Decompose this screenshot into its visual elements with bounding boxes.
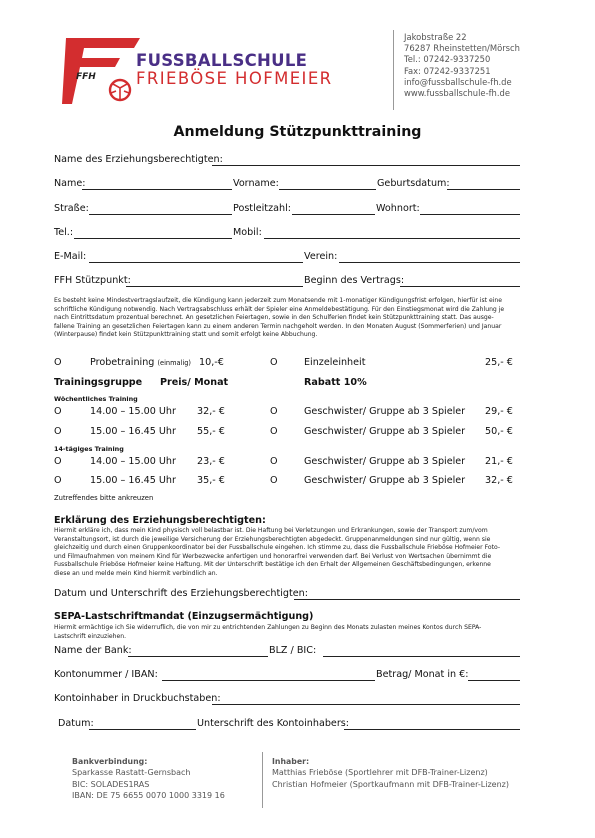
logo-mark-text: FFH bbox=[76, 72, 96, 82]
label-email: E-Mail: bbox=[54, 251, 87, 262]
owner-line: Matthias Frieböse (Sportlehrer mit DFB-Trainer-Lizenz) bbox=[272, 768, 488, 778]
label-club: Verein: bbox=[304, 251, 338, 262]
time-biweekly-2: 15.00 – 16.45 Uhr bbox=[90, 475, 176, 486]
owner-line: Christian Hofmeier (Sportkaufmann mit DFB-Trainer-Lizenz) bbox=[272, 779, 509, 789]
sepa-line: Lastschrift einzuziehen. bbox=[54, 632, 127, 640]
field-phone[interactable] bbox=[74, 238, 232, 239]
logo-line1: FUSSBALLSCHULE bbox=[136, 51, 308, 70]
sepa-heading: SEPA-Lastschriftmandat (Einzugsermächtigung) bbox=[54, 611, 314, 622]
biweekly-label: 14-tägiges Training bbox=[54, 445, 124, 453]
owner-heading: Inhaber: bbox=[272, 757, 310, 766]
label-street: Straße: bbox=[54, 203, 89, 214]
sibling-price-weekly-2: 50,- € bbox=[485, 426, 513, 437]
declaration-text bbox=[54, 527, 534, 579]
terms-text bbox=[54, 297, 534, 340]
address-city: 76287 Rheinstetten/Mörsch bbox=[404, 43, 520, 54]
checkbox-weekly-2[interactable]: O bbox=[54, 426, 62, 437]
field-start[interactable] bbox=[400, 286, 520, 287]
checkbox-biweekly-sibling-1[interactable]: O bbox=[270, 456, 278, 467]
price-header: Preis/ Monat bbox=[160, 377, 229, 388]
checkbox-weekly-sibling-2[interactable]: O bbox=[270, 426, 278, 437]
address-website: www.fussballschule-fh.de bbox=[404, 88, 510, 99]
time-weekly-1: 14.00 – 15.00 Uhr bbox=[90, 406, 176, 417]
address-email: info@fussballschule-fh.de bbox=[404, 76, 512, 87]
label-phone: Tel.: bbox=[54, 227, 74, 238]
label-mobile: Mobil: bbox=[233, 227, 262, 238]
sibling-price-biweekly-2: 32,- € bbox=[485, 475, 513, 486]
label-vorname: Vorname: bbox=[233, 178, 279, 189]
label-bank: Name der Bank: bbox=[54, 645, 132, 656]
label-zip: Postleitzahl: bbox=[233, 203, 291, 214]
sibling-price-biweekly-1: 21,- € bbox=[485, 456, 513, 467]
terms-line: nach Eintrittsdatum prozentual berechnet. An gesetzlichen Feiertagen, sowie in den Schulferien findet kein Stützpunkttraining statt. Das ausge- bbox=[54, 314, 494, 322]
sibling-price-weekly-1: 29,- € bbox=[485, 406, 513, 417]
address-street: Jakobstraße 22 bbox=[404, 32, 467, 42]
price-weekly-2: 55,- € bbox=[197, 426, 225, 437]
single-label: Einzeleinheit bbox=[304, 357, 366, 368]
declaration-line: Veranstaltungsort, ist durch die jeweilige Versicherung der Erziehungsberechtigten abgedeckt. Gruppenanmeldungen sind nur gültig, wenn sie bbox=[54, 535, 491, 543]
trial-label bbox=[90, 357, 191, 369]
field-zip[interactable] bbox=[292, 214, 375, 215]
label-holder-signature: Unterschrift des Kontoinhabers: bbox=[197, 718, 350, 729]
trial-label-text: Probetraining bbox=[90, 357, 155, 368]
terms-line: fallene Training an gesetzlichen Feiertagen kann zu einem anderen Termin nachgeholt werden. In den Monaten August (Sommerferien) und Januar bbox=[54, 322, 502, 330]
checkbox-biweekly-2[interactable]: O bbox=[54, 475, 62, 486]
label-guardian: Name des Erziehungsberechtigten: bbox=[54, 154, 223, 165]
field-base[interactable] bbox=[126, 286, 303, 287]
terms-line: (Winterpause) findet kein Stützpunkttraining statt und somit erfolgt keine Abbuchung. bbox=[54, 331, 318, 339]
bank-line: IBAN: DE 75 6655 0070 1000 3319 16 bbox=[72, 791, 225, 801]
sepa-line: Hiermit ermächtige ich Sie widerruflich, die von mir zu entrichtenden Zahlungen zu Beginn des Monats zulasten meines Kontos durch SEPA- bbox=[54, 624, 482, 631]
label-birthdate: Geburtsdatum: bbox=[377, 178, 450, 189]
field-city[interactable] bbox=[420, 214, 520, 215]
field-guardian[interactable] bbox=[212, 165, 520, 166]
field-date[interactable] bbox=[89, 729, 196, 730]
sibling-weekly-2: Geschwister/ Gruppe ab 3 Spieler bbox=[304, 426, 466, 437]
checkbox-biweekly-sibling-2[interactable]: O bbox=[270, 475, 278, 486]
field-name[interactable] bbox=[82, 189, 232, 190]
header-divider bbox=[393, 30, 394, 110]
field-account[interactable] bbox=[162, 680, 375, 681]
field-mobile[interactable] bbox=[264, 238, 520, 239]
declaration-line: und Filmaufnahmen von meinem Kind für Werbezwecke anfertigen und honorarfrei verwenden darf. Bei Verlust von Wertsachen übernimmt die bbox=[54, 552, 492, 560]
logo-line2: FRIEBÖSE HOFMEIER bbox=[136, 69, 333, 88]
time-weekly-2: 15.00 – 16.45 Uhr bbox=[90, 426, 176, 437]
terms-line: schriftliche Kündigung notwendig. Nach Vertragsabschluss erhält der Spieler eine Anmeldebestätigung. Für den Einstiegsmonat wird die Zahlung je bbox=[54, 305, 505, 313]
field-holder-signature[interactable] bbox=[344, 729, 520, 730]
label-blz: BLZ / BIC: bbox=[269, 645, 317, 656]
page-title: Anmeldung Stützpunkttraining bbox=[173, 124, 422, 140]
discount-header: Rabatt 10% bbox=[304, 377, 367, 388]
bank-line: Sparkasse Rastatt-Gernsbach bbox=[72, 768, 191, 778]
field-guardian-signature[interactable] bbox=[294, 599, 520, 600]
terms-line: Es besteht keine Mindestvertragslaufzeit, die Kündigung kann jederzeit zum Monatsende mit 1-monatiger Kündigungsfrist erfolgen, hierfür ist eine bbox=[54, 297, 503, 304]
weekly-label: Wöchentliches Training bbox=[54, 395, 138, 403]
label-base: FFH Stützpunkt: bbox=[54, 275, 131, 286]
checkbox-biweekly-1[interactable]: O bbox=[54, 456, 62, 467]
tick-note: Zutreffendes bitte ankreuzen bbox=[54, 494, 154, 502]
declaration-line: gleichzeitig und durch einen Gruppenkoordinator bei der Fussballschule eingehen. Ich stimme zu, dass die Fussballschule Frieböse Hofmeier Foto- bbox=[54, 544, 501, 552]
price-biweekly-2: 35,- € bbox=[197, 475, 225, 486]
label-guardian-signature: Datum und Unterschrift des Erziehungsberechtigten: bbox=[54, 588, 308, 599]
trial-price: 10,-€ bbox=[199, 357, 224, 368]
sibling-biweekly-2: Geschwister/ Gruppe ab 3 Spieler bbox=[304, 475, 466, 486]
field-club[interactable] bbox=[339, 262, 520, 263]
footer-bank bbox=[72, 756, 225, 802]
bank-line: BIC: SOLADES1RAS bbox=[72, 779, 150, 789]
address-phone: Tel.: 07242-9337250 bbox=[404, 54, 491, 65]
address-fax: Fax: 07242-9337251 bbox=[404, 65, 491, 76]
checkbox-single[interactable]: O bbox=[270, 357, 278, 368]
label-date: Datum: bbox=[58, 718, 94, 729]
checkbox-trial[interactable]: O bbox=[54, 357, 62, 368]
field-vorname[interactable] bbox=[279, 189, 376, 190]
group-header: Trainingsgruppe bbox=[54, 377, 143, 388]
field-blz[interactable] bbox=[323, 656, 520, 657]
field-birthdate[interactable] bbox=[447, 189, 520, 190]
label-account: Kontonummer / IBAN: bbox=[54, 669, 158, 680]
label-holder: Kontoinhaber in Druckbuchstaben: bbox=[54, 693, 221, 704]
sibling-biweekly-1: Geschwister/ Gruppe ab 3 Spieler bbox=[304, 456, 466, 467]
footer-divider bbox=[262, 752, 263, 808]
price-weekly-1: 32,- € bbox=[197, 406, 225, 417]
trial-note: (einmalig) bbox=[157, 359, 191, 367]
label-name: Name: bbox=[54, 178, 86, 189]
sepa-text bbox=[54, 624, 534, 641]
footer-owners bbox=[272, 756, 509, 790]
price-biweekly-1: 23,- € bbox=[197, 456, 225, 467]
time-biweekly-1: 14.00 – 15.00 Uhr bbox=[90, 456, 176, 467]
declaration-line: Fussballschule Frieböse Hofmeier keine Haftung. Mit der Unterschrift bestätige ich den Erhalt der Allgemeinen Geschäftsbedingungen, erkenne bbox=[54, 561, 491, 569]
address-block bbox=[404, 32, 520, 99]
logo bbox=[62, 36, 382, 108]
checkbox-weekly-sibling-1[interactable]: O bbox=[270, 406, 278, 417]
sibling-weekly-1: Geschwister/ Gruppe ab 3 Spieler bbox=[304, 406, 466, 417]
single-price: 25,- € bbox=[485, 357, 513, 368]
checkbox-weekly-1[interactable]: O bbox=[54, 406, 62, 417]
field-bank[interactable] bbox=[128, 656, 268, 657]
field-holder[interactable] bbox=[212, 704, 520, 705]
declaration-line: Hiermit erkläre ich, dass mein Kind physisch voll belastbar ist. Die Haftung bei Verletzungen und Erkrankungen, sowie der Transport zum/vom bbox=[54, 527, 488, 534]
field-street[interactable] bbox=[89, 214, 232, 215]
declaration-line: diese an und melde mein Kind hiermit verbindlich an. bbox=[54, 569, 218, 577]
label-amount: Betrag/ Monat in €: bbox=[376, 669, 469, 680]
field-email[interactable] bbox=[89, 262, 303, 263]
label-city: Wohnort: bbox=[376, 203, 420, 214]
label-start: Beginn des Vertrags: bbox=[304, 275, 405, 286]
ffh-logo-mark-icon bbox=[62, 36, 142, 108]
declaration-heading: Erklärung des Erziehungsberechtigten: bbox=[54, 515, 266, 526]
bank-heading: Bankverbindung: bbox=[72, 757, 148, 766]
field-amount[interactable] bbox=[468, 680, 520, 681]
